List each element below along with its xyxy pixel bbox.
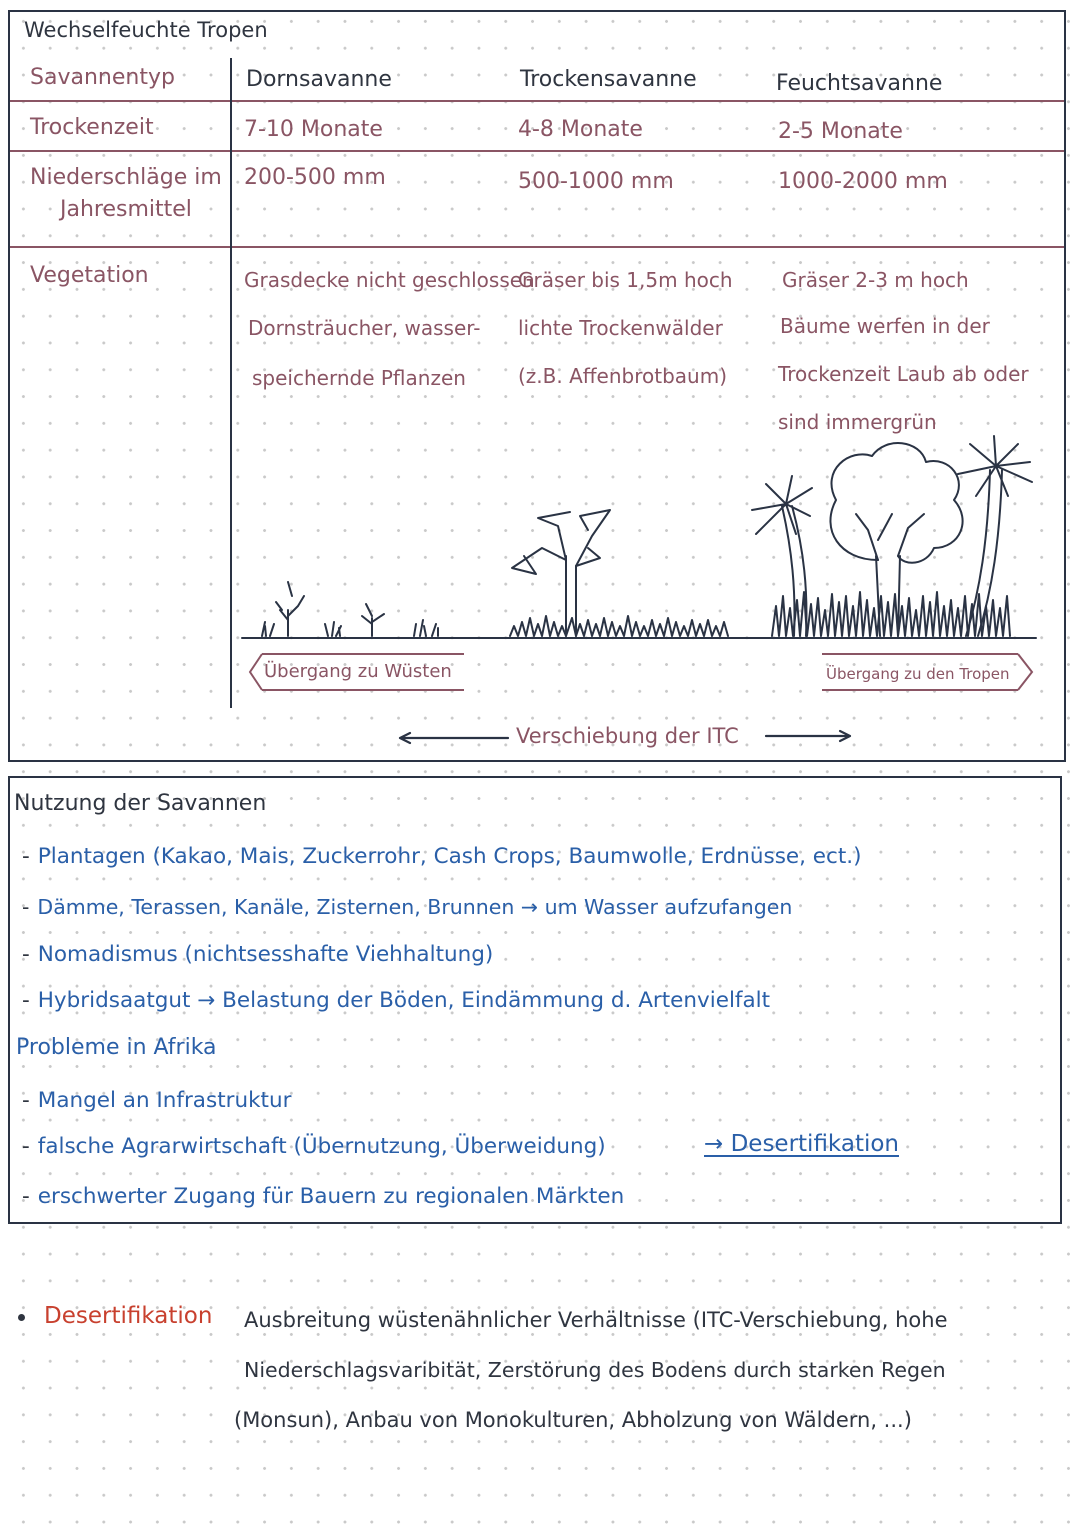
itc-shift-label: Verschiebung der ITC (516, 724, 739, 748)
vegetation-trocken-3: (z.B. Affenbrotbaum) (518, 364, 728, 388)
header-feuchtsavanne: Feuchtsavanne (776, 71, 943, 96)
row-label-vegetation: Vegetation (30, 263, 149, 288)
vegetation-feucht-2: Bäume werfen in der (780, 314, 990, 338)
problem-result: → Desertifikation (704, 1131, 899, 1157)
vegetation-dorn-3: speichernde Pflanzen (252, 366, 466, 390)
uses-item: - Nomadismus (nichtsesshafte Viehhaltung) (22, 942, 494, 967)
uses-item: - Hybridsaatgut → Belastung der Böden, Eindämmung d. Artenvielfalt (22, 988, 771, 1013)
uses-title: Nutzung der Savannen (14, 791, 267, 816)
vegetation-illustration (0, 0, 1080, 760)
definition-line: Ausbreitung wüstenähnlicher Verhältnisse (ITC-Verschiebung, hohe (244, 1308, 948, 1332)
definition-line: (Monsun), Anbau von Monokulturen, Abholzung von Wäldern, ...) (234, 1408, 912, 1432)
arrow-uebergang-wuesten: Übergang zu Wüsten (264, 661, 452, 682)
vegetation-dorn-1: Grasdecke nicht geschlossen (244, 268, 535, 292)
uses-item: - Plantagen (Kakao, Mais, Zuckerrohr, Cash Crops, Baumwolle, Erdnüsse, ect.) (22, 844, 862, 869)
arrow-uebergang-tropen: Übergang zu den Tropen (826, 665, 1010, 683)
row-label-savannentyp: Savannentyp (30, 65, 175, 90)
niederschlag-trocken: 500-1000 mm (518, 169, 674, 194)
niederschlag-feucht: 1000-2000 mm (778, 169, 948, 194)
vegetation-feucht-1: Gräser 2-3 m hoch (782, 268, 969, 292)
table-title: Wechselfeuchte Tropen (24, 18, 268, 42)
trockenzeit-trocken: 4-8 Monate (518, 117, 643, 142)
trockenzeit-feucht: 2-5 Monate (778, 119, 903, 144)
trockenzeit-dorn: 7-10 Monate (244, 117, 383, 142)
header-dornsavanne: Dornsavanne (246, 67, 392, 92)
row-label-trockenzeit: Trockenzeit (30, 115, 154, 140)
vegetation-feucht-3: Trockenzeit Laub ab oder (778, 362, 1029, 386)
definition-line: Niederschlagsvaribität, Zerstörung des Bodens durch starken Regen (244, 1358, 946, 1382)
vegetation-trocken-1: Gräser bis 1,5m hoch (518, 268, 733, 292)
problem-item: - erschwerter Zugang für Bauern zu regionalen Märkten (22, 1184, 625, 1209)
header-trockensavanne: Trockensavanne (520, 67, 697, 92)
problems-title: Probleme in Afrika (16, 1035, 217, 1060)
row-label-niederschlaege-2: Jahresmittel (60, 197, 192, 222)
definition-term: Desertifikation (44, 1303, 213, 1329)
bullet-dot (18, 1314, 25, 1321)
uses-item: - Dämme, Terassen, Kanäle, Zisternen, Brunnen → um Wasser aufzufangen (22, 895, 793, 919)
niederschlag-dorn: 200-500 mm (244, 165, 386, 190)
row-label-niederschlaege: Niederschläge im (30, 165, 222, 190)
problem-item: - falsche Agrarwirtschaft (Übernutzung, Überweidung) (22, 1134, 606, 1159)
problem-item: - Mangel an Infrastruktur (22, 1088, 292, 1113)
vegetation-trocken-2: lichte Trockenwälder (518, 316, 723, 340)
vegetation-feucht-4: sind immergrün (778, 410, 937, 434)
vegetation-dorn-2: Dornsträucher, wasser- (248, 316, 481, 340)
